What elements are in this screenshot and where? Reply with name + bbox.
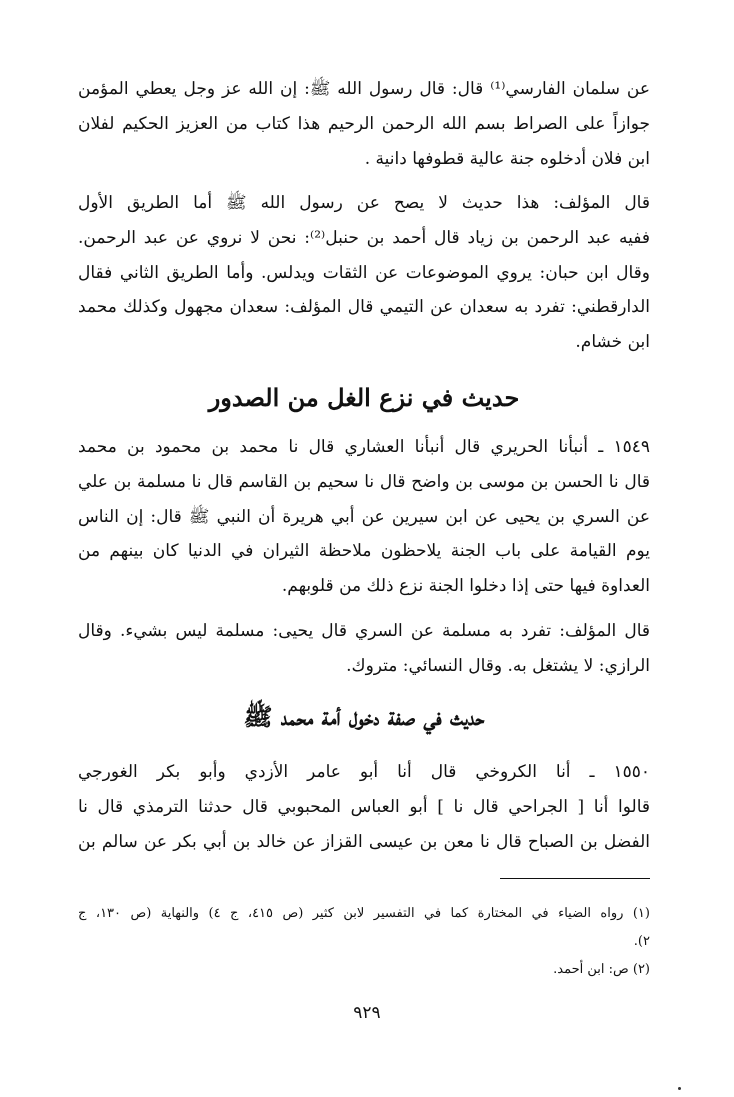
text-line: ١٥٥٠ ـ أنا الكروخي قال أنا أبو عامر الأزدي وأبو بكر الغورجي [78, 762, 650, 782]
text-line: الفضل بن الصباح قال نا معن بن عيسى القزاز عن خالد بن أبي بكر عن سالم بن [78, 831, 650, 852]
footnote-1-line: (١) رواه الضياء في المختارة كما في التفسير لابن كثير (ص ٤١٥، ج ٤) والنهاية (ص ١٣٠، ج [78, 906, 650, 921]
text-line: الدارقطني: تفرد به سعدان عن التيمي قال المؤلف: سعدان مجهول وكذلك محمد [78, 297, 650, 318]
scan-speck [678, 1087, 681, 1090]
text-line: الرازي: لا يشتغل به. وقال النسائي: متروك. [346, 655, 650, 676]
footnotes [78, 900, 650, 984]
paragraph-4 [78, 614, 650, 684]
text-line: ابن خشام. [575, 332, 650, 353]
footnote-2: (٢) ص: ابن أحمد. [553, 962, 650, 977]
text-line: قال المؤلف: تفرد به مسلمة عن السري قال يحيى: مسلمة ليس بشيء. وقال [78, 621, 650, 641]
text-line: عن سلمان الفارسي⁽¹⁾ قال: قال رسول الله ﷺ: إن الله عز وجل يعطي المؤمن [78, 79, 650, 99]
page-number: ٩٢٩ [353, 1003, 381, 1023]
footnote-separator [500, 878, 650, 879]
text-line: جوازاً على الصراط بسم الله الرحمن الرحيم هذا كتاب من العزيز الحكيم لفلان [78, 113, 650, 134]
paragraph-3 [78, 430, 650, 604]
footnote-1-line: ٢). [633, 934, 650, 949]
text-line: ١٥٤٩ ـ أنبأنا الحريري قال أنبأنا العشاري قال نا محمد بن محمود بن محمد [78, 437, 650, 457]
text-line: ابن فلان أدخلوه جنة عالية قطوفها دانية . [364, 148, 650, 169]
text-line: ففيه عبد الرحمن بن زياد قال أحمد بن حنبل⁽²⁾: نحن لا نروي عن عبد الرحمن. [78, 227, 650, 248]
text-line: يوم القيامة على باب الجنة يلاحظون ملاحظة الثيران في الدنيا كان بينهم من [78, 541, 650, 562]
section-heading: حديث في صفة دخول أمة محمد ﷺ [243, 702, 485, 731]
text-line: قال المؤلف: هذا حديث لا يصح عن رسول الله ﷺ أما الطريق الأول [78, 193, 650, 213]
text-line: العداوة فيها حتى إذا دخلوا الجنة نزع ذلك من قلوبهم. [281, 576, 650, 597]
text-line: قال نا الحسن بن موسى بن واضح قال نا سحيم بن القاسم قال نا مسلمة بن علي [78, 471, 650, 492]
paragraph-5 [78, 755, 650, 859]
text-line: وقال ابن حبان: يروي الموضوعات عن الثقات ويدلس. وأما الطريق الثاني فقال [78, 262, 650, 283]
paragraph-1 [78, 72, 650, 176]
paragraph-2 [78, 186, 650, 360]
text-line: قالوا أنا [ الجراحي قال نا ] أبو العباس المحبوبي قال حدثنا الترمذي قال نا [78, 796, 650, 817]
section-heading: حديث في نزع الغل من الصدور [208, 383, 520, 412]
text-line: عن السري بن يحيى عن ابن سيرين عن أبي هريرة أن النبي ﷺ قال: إن الناس [78, 506, 650, 527]
